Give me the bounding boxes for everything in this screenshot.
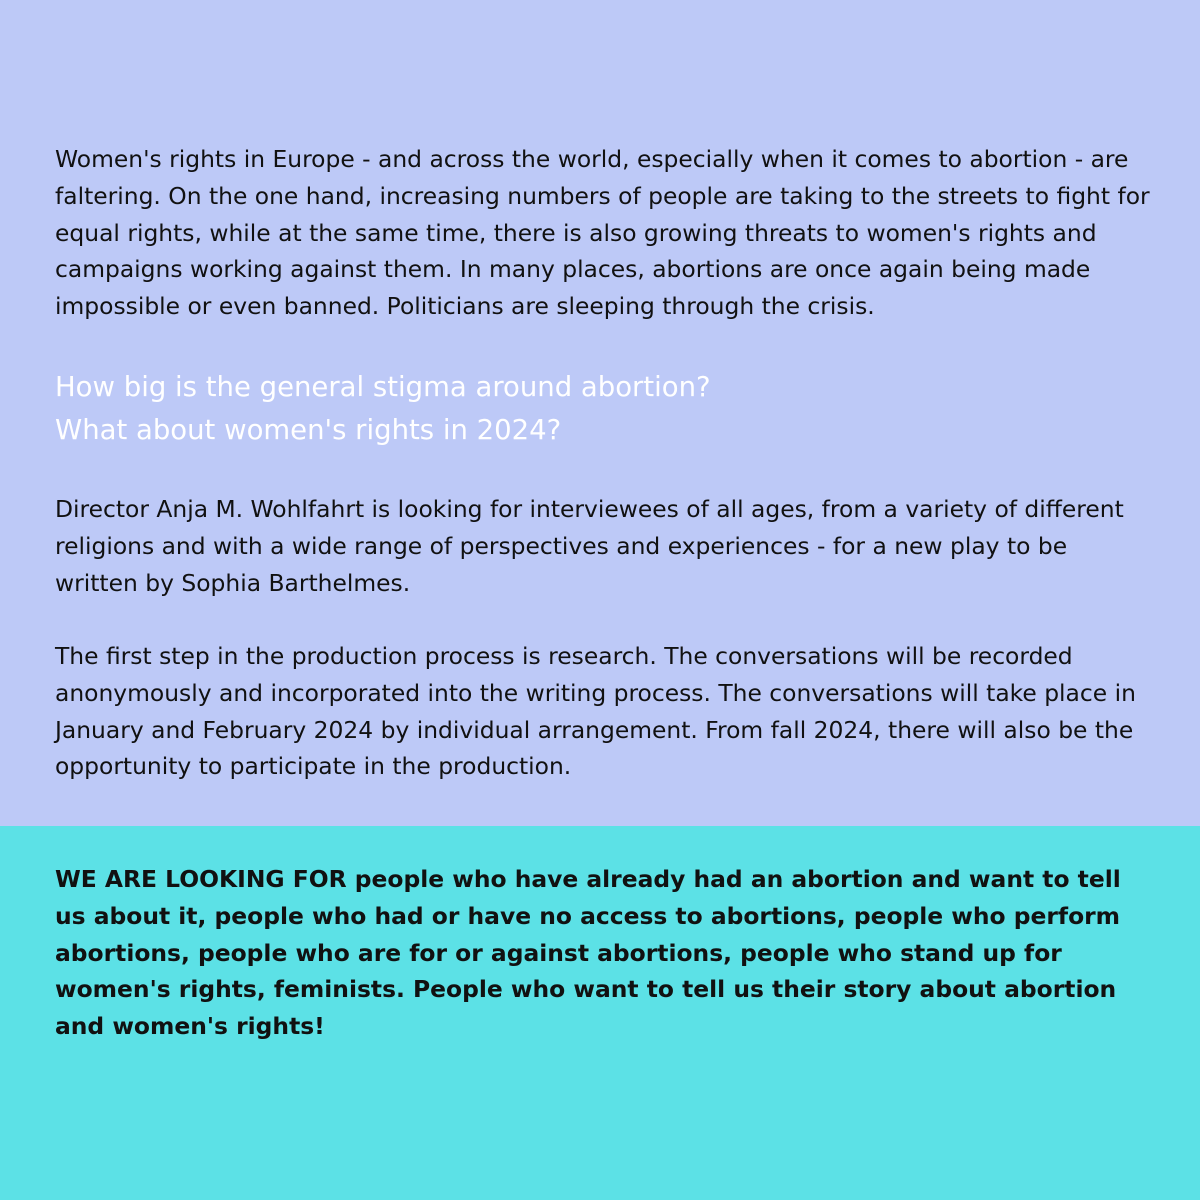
process-paragraph: The first step in the production process is research. The conversations will be recorded anonymously and incorporated into the writing process. The conversations will take place in January and February 2024 by individual arrangement. From fall 2024, there will also be the opportunity to participate in the production. [55, 642, 1136, 781]
director-paragraph: Director Anja M. Wohlfahrt is looking for interviewees of all ages, from a variety of different religions and with a wide range of perspectives and experiences - for a new play to be written by Sophia Barthelmes. [55, 495, 1124, 597]
question-womens-rights: What about women's rights in 2024? [55, 414, 562, 446]
looking-for-lead: WE ARE LOOKING FOR [55, 865, 347, 893]
looking-for-paragraph [55, 861, 1145, 1045]
questions-heading [55, 366, 1155, 452]
intro-paragraph: Women's rights in Europe - and across the world, especially when it comes to abortion - are faltering. On the one hand, increasing numbers of people are taking to the streets to fight for equal rights, while at the same time, there is also growing threats to women's rights and campaigns working against them. In many places, abortions are once again being made impossible or even banned. Politicians are sleeping through the crisis. [55, 145, 1150, 321]
looking-for-text: people who have already had an abortion and want to tell us about it, people who had or have no access to abortions, people who perform abortions, people who are for or against abortions, people who stand up for women's rights, feminists. People who want to tell us their story about abortion and women's rights! [55, 865, 1121, 1041]
question-stigma: How big is the general stigma around abortion? [55, 371, 711, 403]
